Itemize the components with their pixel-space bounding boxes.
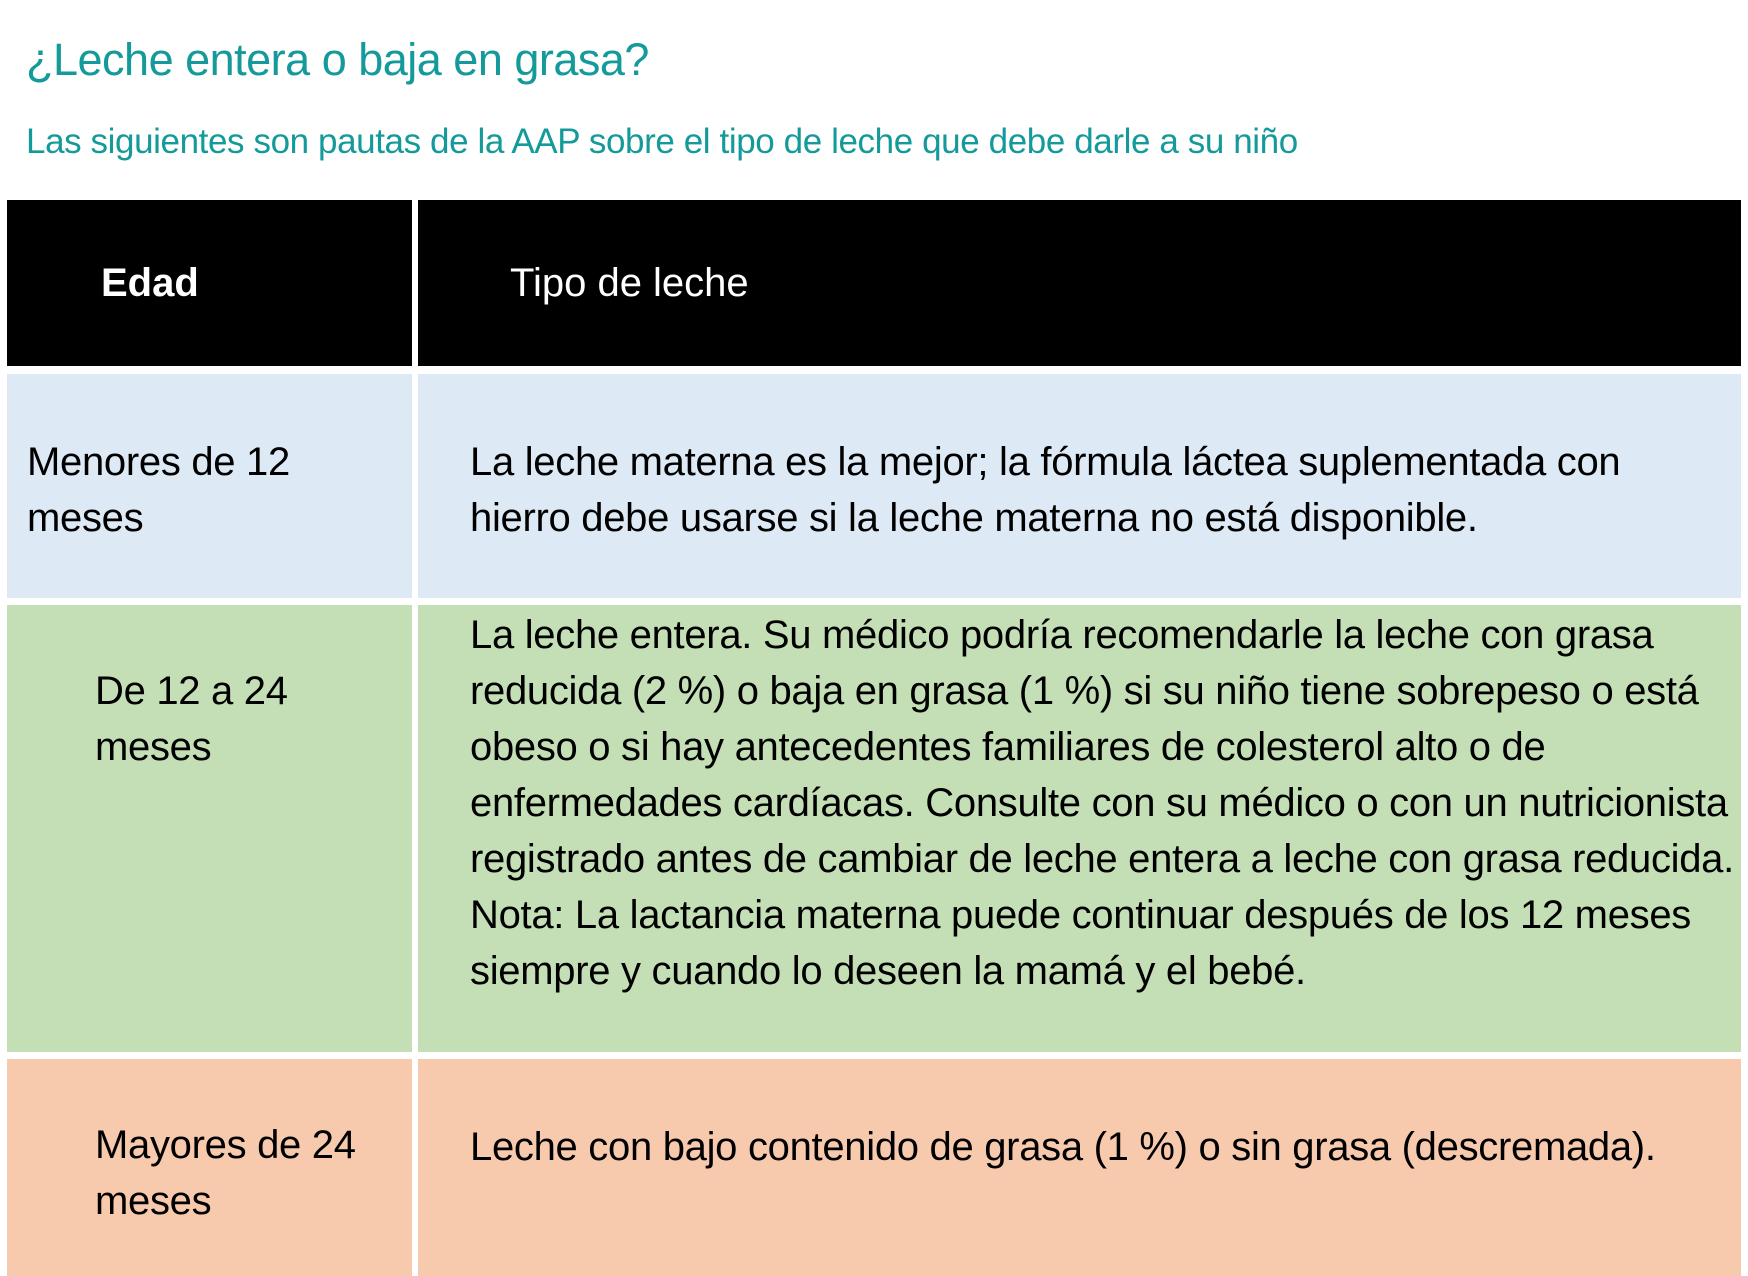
header-cell-milk-type: [418, 200, 1741, 366]
age-range-under-12: Menores de 12 meses: [27, 440, 290, 540]
milk-type-over-24: Leche con bajo contenido de grasa (1 %) o sin grasa (descremada).: [470, 1125, 1656, 1169]
table-row-cell-age: [7, 605, 412, 1052]
table-row-cell-milk-type: [418, 1059, 1741, 1276]
table-row-cell-milk-type: [418, 374, 1741, 598]
header-milk-type-label: Tipo de leche: [510, 261, 749, 305]
table-row-cell-age: [7, 374, 412, 598]
header-cell-age: [7, 200, 412, 366]
table-row-cell-age: [7, 1059, 412, 1276]
header-age-label: Edad: [101, 261, 199, 305]
milk-type-12-to-24: La leche entera. Su médico podría recomendarle la leche con grasa reducida (2 %) o baja en grasa (1 %) si su niño tiene sobrepeso o está obeso o si hay antecedentes familiares de colesterol alto o de enfermedades cardíacas. Consulte con su médico o con un nutricionista registrado antes de cambiar de leche entera a leche con grasa reducida. Nota: La lactancia materna puede continuar después de los 12 meses siempre y cuando lo deseen la mamá y el bebé.: [470, 613, 1734, 993]
page-subtitle: Las siguientes son pautas de la AAP sobre el tipo de leche que debe darle a su niño: [26, 122, 1298, 161]
page-title: ¿Leche entera o baja en grasa?: [26, 34, 649, 85]
age-range-12-to-24: De 12 a 24 meses: [95, 669, 288, 769]
age-range-over-24: Mayores de 24 meses: [95, 1123, 356, 1223]
table-row-cell-milk-type: [418, 605, 1741, 1052]
milk-type-under-12: La leche materna es la mejor; la fórmula láctea suplementada con hierro debe usarse si la leche materna no está disponible.: [470, 440, 1621, 540]
